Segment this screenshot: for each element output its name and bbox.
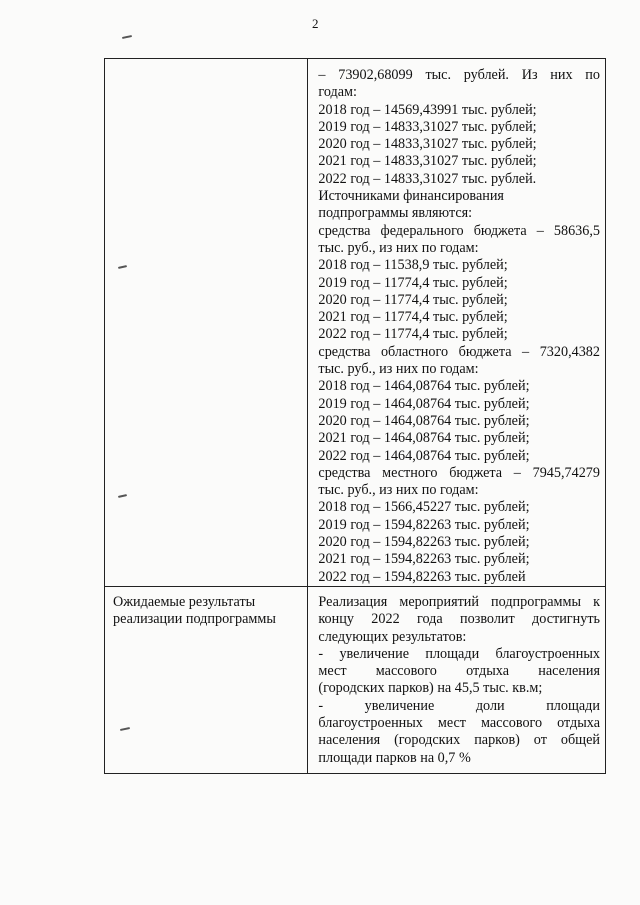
funding-line-21: 2021 год – 1464,08764 тыс. рублей; (318, 430, 530, 447)
funding-line-4: 2020 год – 14833,31027 тыс. рублей; (318, 136, 537, 153)
funding-line-12: 2019 год – 11774,4 тыс. рублей; (318, 274, 508, 291)
funding-line-15: 2022 год – 11774,4 тыс. рублей; (318, 326, 508, 343)
funding-line-9: средства федерального бюджета – 58636,5 (318, 222, 600, 239)
funding-line-3: 2019 год – 14833,31027 тыс. рублей; (318, 118, 537, 135)
results-line-4: мест массового отдыха населения (318, 663, 600, 680)
funding-line-10: тыс. руб., из них по годам: (318, 239, 479, 256)
funding-cell (308, 59, 606, 587)
funding-line-2: 2018 год – 14569,43991 тыс. рублей; (318, 101, 537, 118)
results-line-7: благоустроенных мест массового отдыха (318, 714, 600, 731)
results-line-6: - увеличение доли площади (318, 697, 600, 714)
funding-line-25: 2018 год – 1566,45227 тыс. рублей; (318, 499, 530, 516)
funding-line-22: 2022 год – 1464,08764 тыс. рублей; (318, 447, 530, 464)
results-line-1: концу 2022 года позволит достигнуть (318, 611, 600, 628)
results-label-line-1: реализации подпрограммы (113, 611, 276, 628)
results-line-5: (городских парков) на 45,5 тыс. кв.м; (318, 680, 543, 697)
funding-line-24: тыс. руб., из них по годам: (318, 482, 479, 499)
page-number: 2 (312, 16, 319, 31)
funding-line-11: 2018 год – 11538,9 тыс. рублей; (318, 257, 508, 274)
funding-line-7: Источниками финансирования (318, 188, 504, 205)
funding-line-17: тыс. руб., из них по годам: (318, 361, 479, 378)
results-label-cell (105, 586, 308, 773)
funding-line-5: 2021 год – 14833,31027 тыс. рублей; (318, 153, 537, 170)
funding-line-23: средства местного бюджета – 7945,74279 (318, 464, 600, 481)
funding-line-18: 2018 год – 1464,08764 тыс. рублей; (318, 378, 530, 395)
results-line-0: Реализация мероприятий подпрограммы к (318, 593, 600, 610)
funding-row (105, 59, 606, 587)
results-row (105, 586, 606, 773)
results-line-8: населения (городских парков) от общей (318, 732, 600, 749)
funding-line-26: 2019 год – 1594,82263 тыс. рублей; (318, 516, 530, 533)
funding-line-20: 2020 год – 1464,08764 тыс. рублей; (318, 412, 530, 429)
funding-line-29: 2022 год – 1594,82263 тыс. рублей (318, 568, 526, 585)
funding-line-14: 2021 год – 11774,4 тыс. рублей; (318, 309, 508, 326)
results-line-3: - увеличение площади благоустроенных (318, 645, 600, 662)
funding-line-0: – 73902,68099 тыс. рублей. Из них по (318, 67, 600, 83)
funding-line-28: 2021 год – 1594,82263 тыс. рублей; (318, 551, 530, 568)
results-label-line-0: Ожидаемые результаты (113, 593, 256, 610)
results-line-2: следующих результатов: (318, 628, 467, 645)
funding-line-13: 2020 год – 11774,4 тыс. рублей; (318, 291, 508, 308)
funding-line-6: 2022 год – 14833,31027 тыс. рублей. (318, 170, 537, 187)
passport-table (104, 58, 606, 774)
scan-mark (122, 35, 132, 39)
funding-line-1: годам: (318, 84, 357, 101)
results-line-9: площади парков на 0,7 % (318, 749, 471, 766)
funding-line-8: подпрограммы являются: (318, 205, 473, 222)
results-cell (308, 586, 606, 773)
funding-line-27: 2020 год – 1594,82263 тыс. рублей; (318, 534, 530, 551)
funding-line-19: 2019 год – 1464,08764 тыс. рублей; (318, 395, 530, 412)
funding-line-16: средства областного бюджета – 7320,4382 (318, 343, 600, 360)
funding-label-cell (105, 59, 308, 587)
